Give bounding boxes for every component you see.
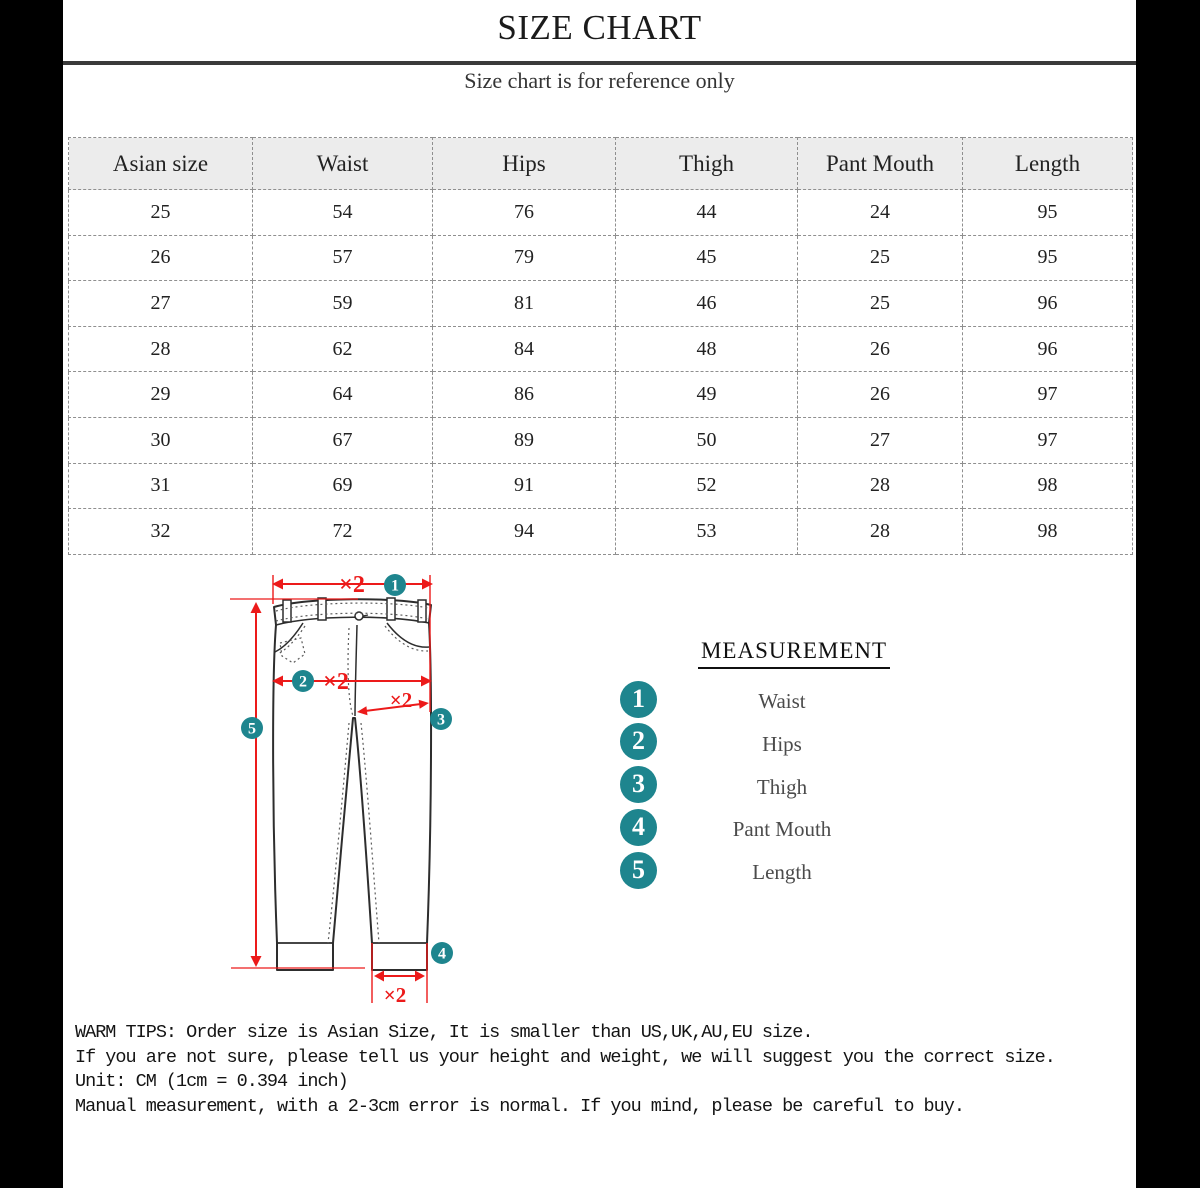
legend-label: Pant Mouth bbox=[732, 817, 832, 842]
table-cell: 29 bbox=[69, 372, 253, 418]
table-cell: 54 bbox=[253, 190, 433, 236]
legend-label: Waist bbox=[758, 689, 806, 713]
table-row bbox=[69, 509, 1133, 555]
table-cell: 57 bbox=[253, 235, 433, 281]
table-cell: 96 bbox=[963, 326, 1133, 372]
pants-outline bbox=[273, 598, 431, 970]
table-cell: 81 bbox=[433, 281, 616, 327]
table-cell: 48 bbox=[616, 326, 798, 372]
legend-number-badge: 5 bbox=[620, 852, 657, 889]
table-cell: 45 bbox=[616, 235, 798, 281]
table-cell: 27 bbox=[798, 417, 963, 463]
table-row bbox=[69, 326, 1133, 372]
table-cell: 79 bbox=[433, 235, 616, 281]
table-cell: 31 bbox=[69, 463, 253, 509]
table-cell: 28 bbox=[798, 463, 963, 509]
column-header-thigh: Thigh bbox=[616, 138, 798, 190]
warm-tips-line: Unit: CM (1cm = 0.394 inch) bbox=[75, 1071, 348, 1093]
table-cell: 28 bbox=[798, 509, 963, 555]
legend-number-badge: 1 bbox=[620, 681, 657, 718]
table-cell: 67 bbox=[253, 417, 433, 463]
table-cell: 26 bbox=[69, 235, 253, 281]
table-row bbox=[69, 235, 1133, 281]
table-cell: 32 bbox=[69, 509, 253, 555]
length-marker-number: 5 bbox=[248, 720, 256, 738]
table-cell: 25 bbox=[798, 235, 963, 281]
measurement-legend-title: MEASUREMENT bbox=[604, 638, 984, 669]
hips-marker-number: 2 bbox=[299, 673, 307, 691]
table-cell: 53 bbox=[616, 509, 798, 555]
left-black-bar bbox=[0, 0, 63, 1188]
table-cell: 89 bbox=[433, 417, 616, 463]
legend-item-length bbox=[604, 849, 984, 892]
column-header-length: Length bbox=[963, 138, 1133, 190]
column-header-asian-size: Asian size bbox=[69, 138, 253, 190]
table-row bbox=[69, 372, 1133, 418]
pant-mouth-marker-number: 4 bbox=[438, 945, 446, 963]
legend-item-thigh bbox=[604, 764, 984, 807]
legend-number-badge: 4 bbox=[620, 809, 657, 846]
waist-multiplier-label: ×2 bbox=[339, 572, 365, 598]
legend-item-hips bbox=[604, 721, 984, 764]
hips-multiplier-label: ×2 bbox=[323, 669, 349, 695]
subtitle: Size chart is for reference only bbox=[464, 68, 735, 93]
table-cell: 25 bbox=[69, 190, 253, 236]
measurement-legend bbox=[604, 678, 984, 892]
table-cell: 95 bbox=[963, 235, 1133, 281]
table-cell: 94 bbox=[433, 509, 616, 555]
table-cell: 50 bbox=[616, 417, 798, 463]
pants-measurement-diagram bbox=[228, 555, 478, 1015]
warm-tips bbox=[75, 1021, 1135, 1120]
table-cell: 59 bbox=[253, 281, 433, 327]
table-cell: 27 bbox=[69, 281, 253, 327]
title-divider bbox=[63, 61, 1136, 65]
legend-number-badge: 2 bbox=[620, 723, 657, 760]
table-cell: 62 bbox=[253, 326, 433, 372]
table-cell: 86 bbox=[433, 372, 616, 418]
size-table bbox=[68, 137, 1133, 555]
legend-item-waist bbox=[604, 678, 984, 721]
table-cell: 52 bbox=[616, 463, 798, 509]
page-title: SIZE CHART bbox=[497, 8, 702, 47]
column-header-hips: Hips bbox=[433, 138, 616, 190]
table-cell: 97 bbox=[963, 417, 1133, 463]
table-cell: 91 bbox=[433, 463, 616, 509]
legend-number-badge: 3 bbox=[620, 766, 657, 803]
table-cell: 97 bbox=[963, 372, 1133, 418]
right-black-bar bbox=[1136, 0, 1200, 1188]
warm-tips-line: WARM TIPS: Order size is Asian Size, It is smaller than US,UK,AU,EU size. bbox=[75, 1022, 813, 1043]
table-cell: 26 bbox=[798, 326, 963, 372]
table-cell: 26 bbox=[798, 372, 963, 418]
table-cell: 64 bbox=[253, 372, 433, 418]
legend-label: Length bbox=[752, 860, 812, 885]
warm-tips-line: If you are not sure, please tell us your height and weight, we will suggest you the correct size. bbox=[75, 1046, 1055, 1068]
table-cell: 95 bbox=[963, 190, 1133, 236]
thigh-multiplier-label: ×2 bbox=[389, 688, 413, 712]
column-header-waist: Waist bbox=[253, 138, 433, 190]
table-cell: 44 bbox=[616, 190, 798, 236]
table-row bbox=[69, 190, 1133, 236]
table-cell: 28 bbox=[69, 326, 253, 372]
table-header-row bbox=[69, 138, 1133, 190]
warm-tips-line: Manual measurement, with a 2-3cm error is normal. If you mind, please be careful to buy. bbox=[75, 1096, 964, 1118]
table-row bbox=[69, 281, 1133, 327]
column-header-pant-mouth: Pant Mouth bbox=[798, 138, 963, 190]
table-row bbox=[69, 463, 1133, 509]
table-cell: 72 bbox=[253, 509, 433, 555]
table-cell: 30 bbox=[69, 417, 253, 463]
table-row bbox=[69, 417, 1133, 463]
table-cell: 98 bbox=[963, 463, 1133, 509]
table-cell: 76 bbox=[433, 190, 616, 236]
table-cell: 49 bbox=[616, 372, 798, 418]
table-cell: 46 bbox=[616, 281, 798, 327]
table-cell: 98 bbox=[963, 509, 1133, 555]
thigh-marker-number: 3 bbox=[437, 711, 445, 729]
table-cell: 24 bbox=[798, 190, 963, 236]
table-cell: 84 bbox=[433, 326, 616, 372]
pant-mouth-multiplier-label: ×2 bbox=[383, 983, 407, 1007]
table-cell: 25 bbox=[798, 281, 963, 327]
table-cell: 69 bbox=[253, 463, 433, 509]
legend-label: Thigh bbox=[756, 774, 808, 799]
legend-item-pant-mouth bbox=[604, 806, 984, 849]
legend-label: Hips bbox=[762, 731, 802, 756]
table-cell: 96 bbox=[963, 281, 1133, 327]
waist-marker-number: 1 bbox=[391, 577, 399, 595]
